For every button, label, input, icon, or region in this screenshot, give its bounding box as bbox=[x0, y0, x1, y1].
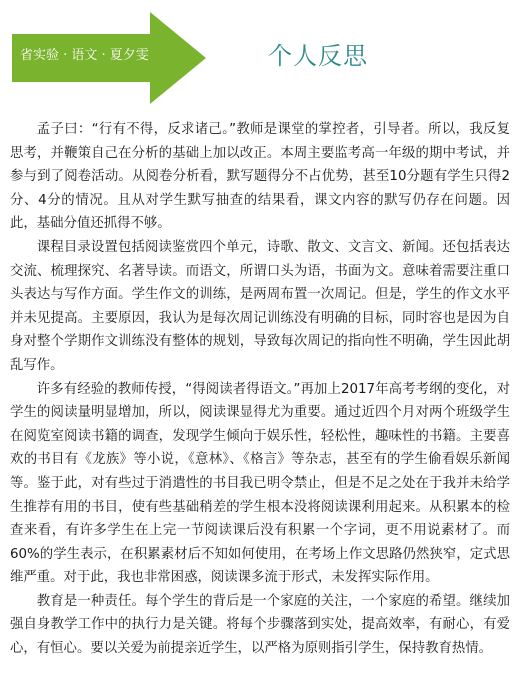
article-body bbox=[10, 118, 510, 661]
banner-label: 省实验 · 语文 · 夏夕雯 bbox=[20, 48, 149, 63]
paragraph-3: 许多有经验的教师传授，“得阅读者得语文。”再加上2017年高考考纲的变化，对学生的阅读量明显增加，所以，阅读课显得尤为重要。通过近四个月对两个班级学生在阅览室阅读书籍的调查，发现学生倾向于娱乐性，轻松性，趣味性的书籍。主要喜欢的书目有《龙族》等小说，《意林》、《格言》等杂志，甚至有的学生偷看娱乐新闻等。鉴于此，对有些过于消遣性的书目我已明令禁止，但是不足之处在于我并未给学生推荐有用的书目，使有些基础稍差的学生根本没将阅读课利用起来。从积累本的检查来看，有许多学生在上完一节阅读课后没有积累一个字词，更不用说素材了。而60%的学生表示，在积累素材后不知如何使用，在考场上作文思路仍然狭窄，定式思维严重。对于此，我也非常困惑，阅读课多流于形式，未发挥实际作用。 bbox=[10, 381, 510, 586]
paragraph-1: 孟子曰：“行有不得，反求诸己。”教师是课堂的掌控者，引导者。所以，我反复思考，并鞭策自己在分析的基础上加以改正。本周主要监考高一年级的期中考试，并参与到了阅卷活动。从阅卷分析看，默写题得分不占优势，甚至10分题有学生只得2分、4分的情况。且从对学生默写抽查的结果看，课文内容的默写仍存在问题。因此，基础分值还抓得不够。 bbox=[10, 122, 510, 232]
page-title: 个人反思 bbox=[268, 42, 368, 70]
paragraph-2: 课程目录设置包括阅读鉴赏四个单元，诗歌、散文、文言文、新闻。还包括表达交流、梳理探究、名著导读。而语文，所谓口头为语，书面为文。意味着需要注重口头表达与写作方面。学生作文的训练，是两周布置一次周记。但是，学生的作文水平并未见提高。主要原因，我认为是每次周记训练没有明确的目标，同时容也是因为自身对整个学期作文训练没有整体的规划，导致每次周记的指向性不明确，学生因此胡乱写作。 bbox=[10, 239, 510, 373]
paragraph-4: 教育是一种责任。每个学生的背后是一个家庭的关注，一个家庭的希望。继续加强自身教学工作中的执行力是关键。将每个步骤落到实处，提高效率，有耐心，有爱心，有恒心。要以关爱为前提亲近学生，以严格为原则指引学生，保持教育热情。 bbox=[10, 593, 510, 657]
header-arrow-banner bbox=[12, 12, 222, 104]
